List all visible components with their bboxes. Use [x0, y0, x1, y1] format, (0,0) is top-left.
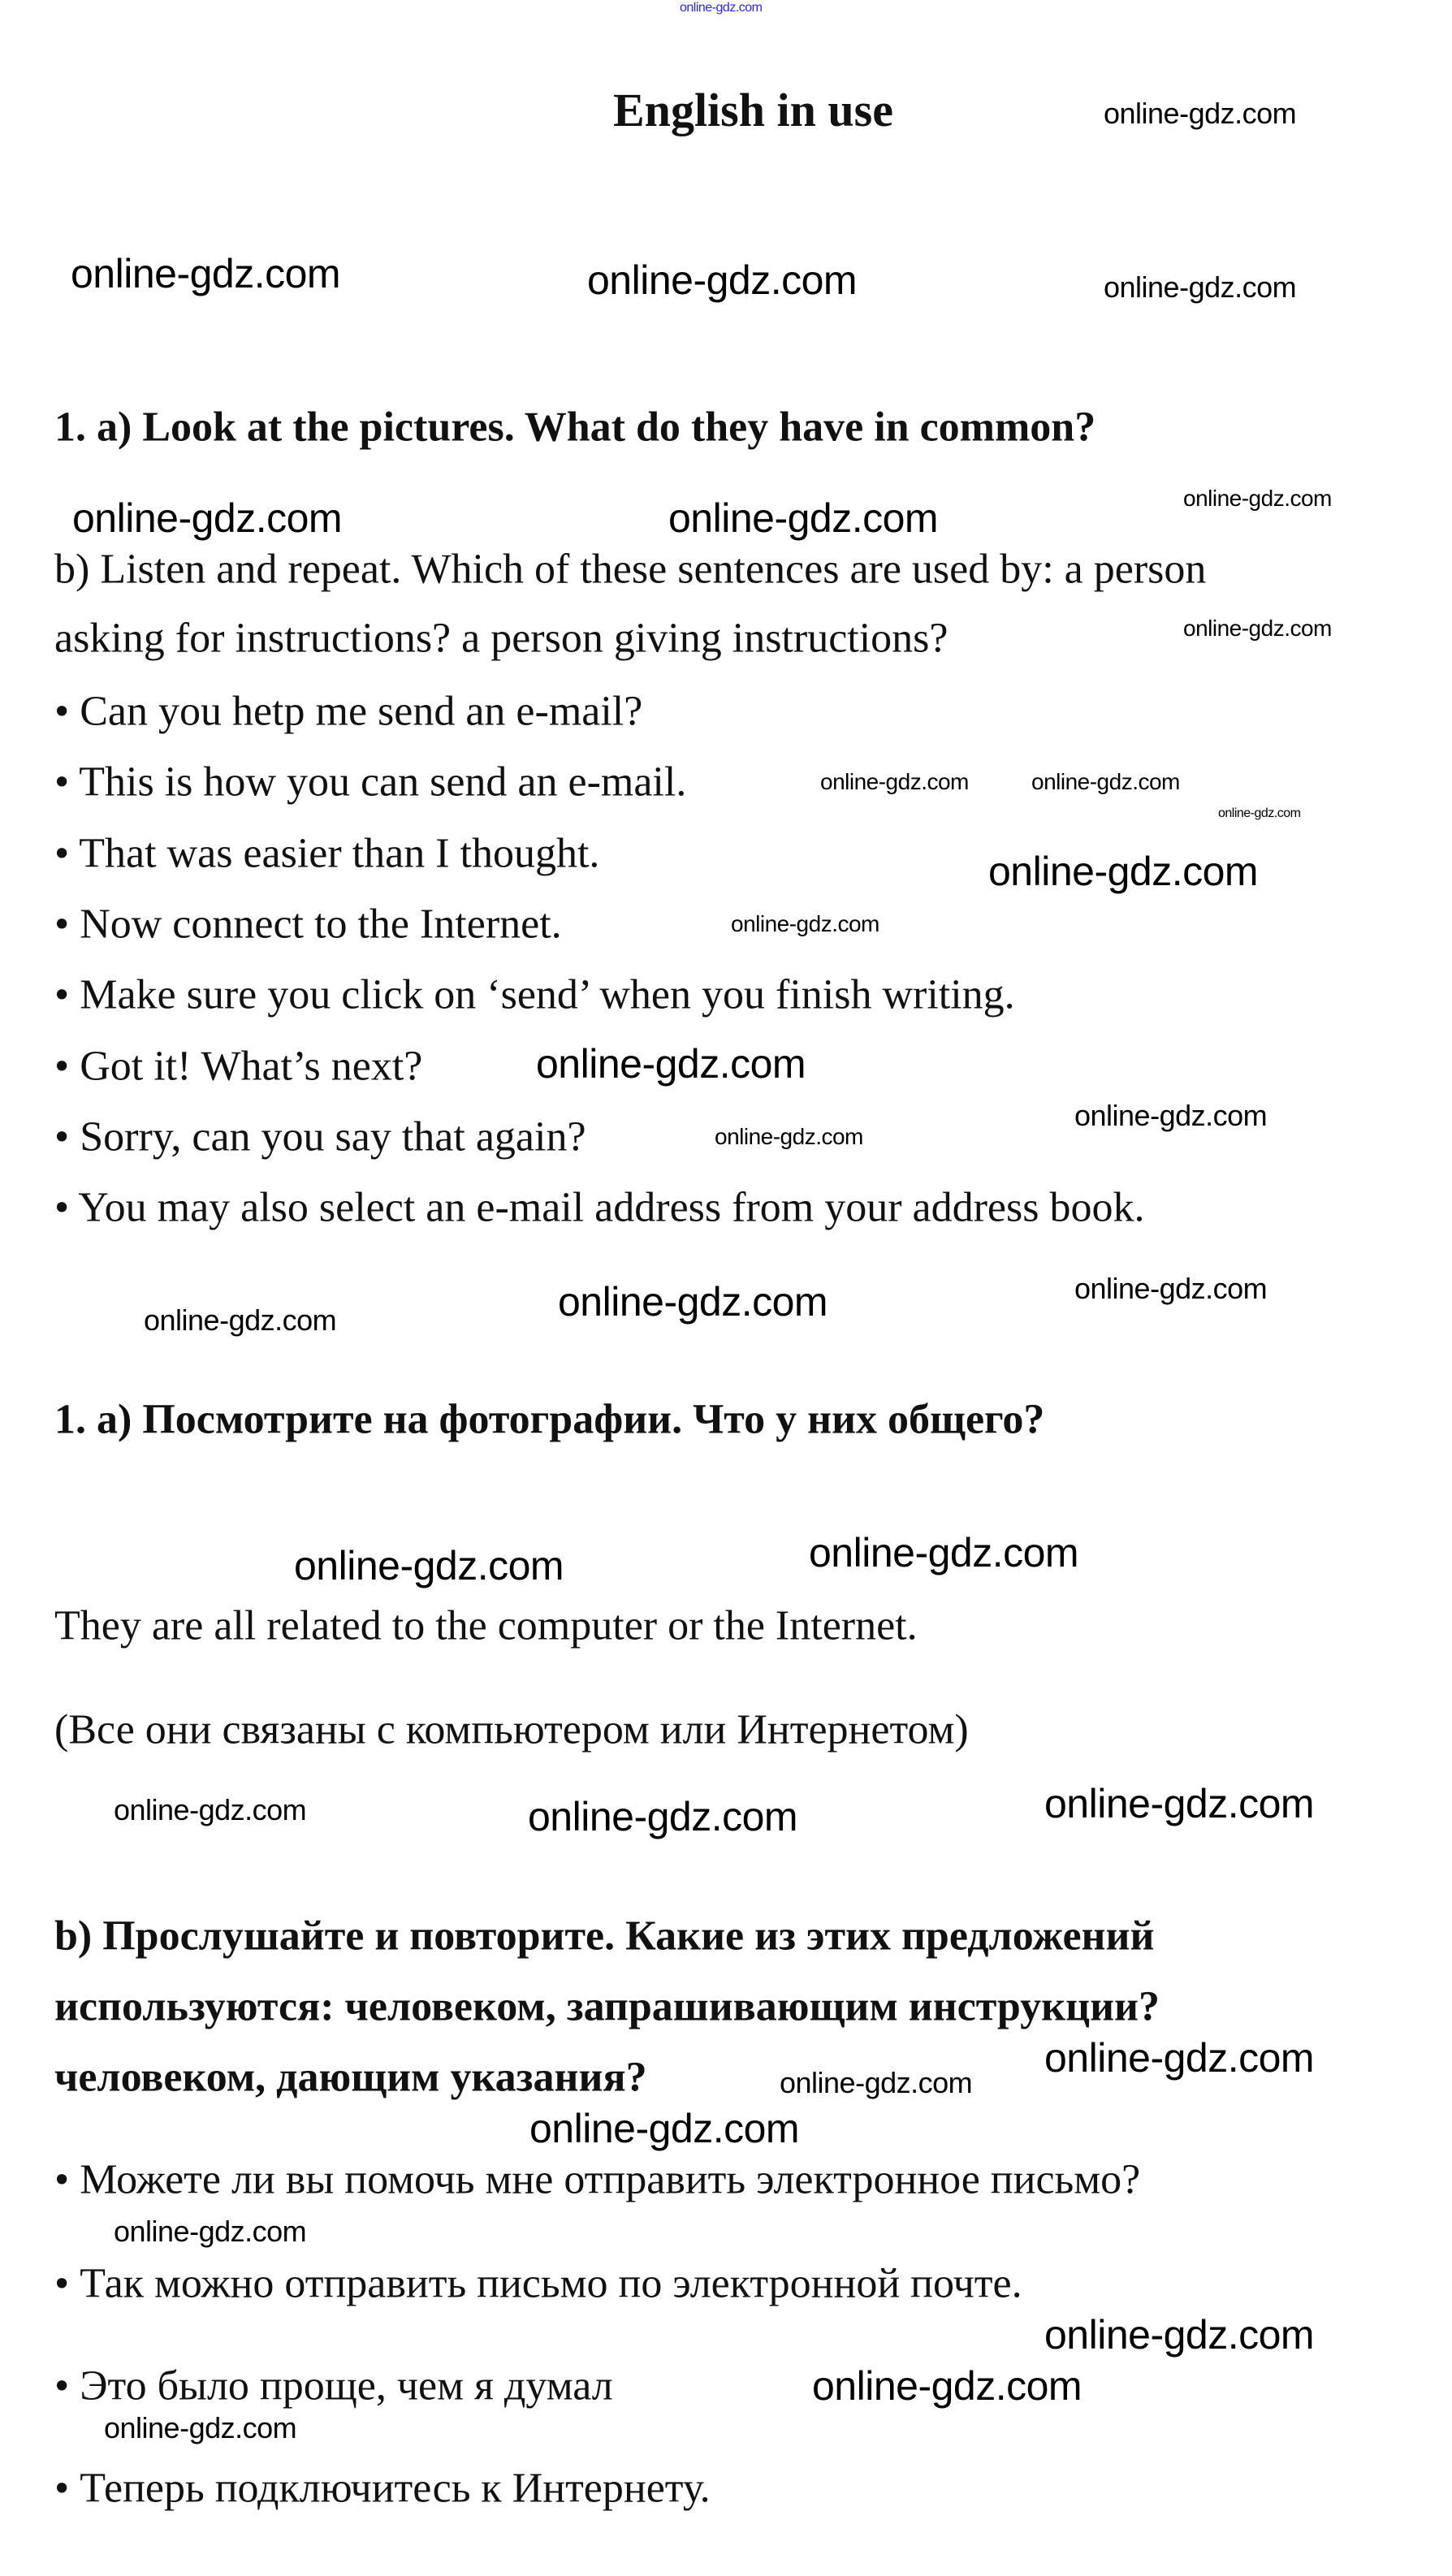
list-item: • That was easier than I thought. [54, 830, 600, 877]
watermark: online-gdz.com [144, 1303, 337, 1337]
watermark: online-gdz.com [294, 1543, 564, 1588]
ru-1b-heading: b) Прослушайте и повторите. Какие из этих предложений [54, 1913, 1155, 1960]
exercise-1a-heading: 1. a) Look at the pictures. What do they have in common? [54, 404, 1096, 451]
watermark: online-gdz.com [809, 1530, 1079, 1575]
answer-ru: (Все они связаны с компьютером или Интернетом) [54, 1706, 969, 1753]
watermark: online-gdz.com [988, 849, 1259, 894]
watermark: online-gdz.com [1044, 2312, 1315, 2358]
list-item: • Now connect to the Internet. [54, 901, 562, 948]
watermark: online-gdz.com [1031, 769, 1180, 794]
watermark: online-gdz.com [529, 2106, 800, 2151]
watermark: online-gdz.com [104, 2411, 297, 2444]
answer-en: They are all related to the computer or the Internet. [54, 1602, 918, 1649]
list-item: • You may also select an e-mail address from your address book. [54, 1184, 1145, 1231]
ru-1b-heading: используются: человеком, запрашивающим инструкции? [54, 1983, 1160, 2030]
list-item: • Sorry, can you say that again? [54, 1113, 586, 1160]
list-item: • Can you hetp me send an e-mail? [54, 688, 643, 735]
watermark: online-gdz.com [1183, 486, 1332, 511]
list-item: • Так можно отправить письмо по электронной почте. [54, 2260, 1022, 2307]
watermark: online-gdz.com [715, 1124, 863, 1149]
watermark: online-gdz.com [1104, 97, 1297, 130]
ru-1a-heading: 1. а) Посмотрите на фотографии. Что у них общего? [54, 1396, 1045, 1443]
page-title: English in use [613, 84, 893, 137]
list-item: • This is how you can send an e-mail. [54, 759, 687, 806]
list-item: • Это было проще, чем я думал [54, 2362, 613, 2410]
list-item: • Теперь подключитесь к Интернету. [54, 2465, 711, 2512]
watermark: online-gdz.com [1044, 2035, 1315, 2081]
watermark: online-gdz.com [558, 1279, 828, 1325]
watermark: online-gdz.com [820, 769, 969, 794]
watermark: online-gdz.com [587, 257, 858, 303]
watermark: online-gdz.com [1104, 270, 1297, 304]
watermark: online-gdz.com [1183, 616, 1332, 641]
exercise-1b-instruction: asking for instructions? a person giving instructions? [54, 615, 949, 662]
watermark: online-gdz.com [114, 2215, 307, 2248]
watermark: online-gdz.com [731, 911, 879, 936]
watermark: online-gdz.com [668, 495, 939, 541]
list-item: • Make sure you click on ‘send’ when you finish writing. [54, 971, 1015, 1018]
watermark: online-gdz.com [1074, 1272, 1268, 1305]
watermark: online-gdz.com [1044, 1781, 1315, 1826]
watermark-top: online-gdz.com [680, 1, 763, 15]
watermark: online-gdz.com [536, 1041, 806, 1087]
list-item: • Можете ли вы помочь мне отправить электронное письмо? [54, 2156, 1141, 2203]
list-item: • Got it! What’s next? [54, 1043, 423, 1090]
watermark: online-gdz.com [72, 495, 343, 541]
watermark: online-gdz.com [71, 251, 341, 296]
ru-1b-heading: человеком, дающим указания? [54, 2054, 647, 2101]
watermark: online-gdz.com [1074, 1099, 1268, 1132]
watermark: online-gdz.com [780, 2066, 973, 2099]
watermark: online-gdz.com [812, 2363, 1083, 2409]
watermark: online-gdz.com [528, 1794, 798, 1839]
exercise-1b-instruction: b) Listen and repeat. Which of these sentences are used by: a person [54, 546, 1207, 593]
watermark: online-gdz.com [1218, 806, 1301, 820]
watermark: online-gdz.com [114, 1793, 307, 1826]
